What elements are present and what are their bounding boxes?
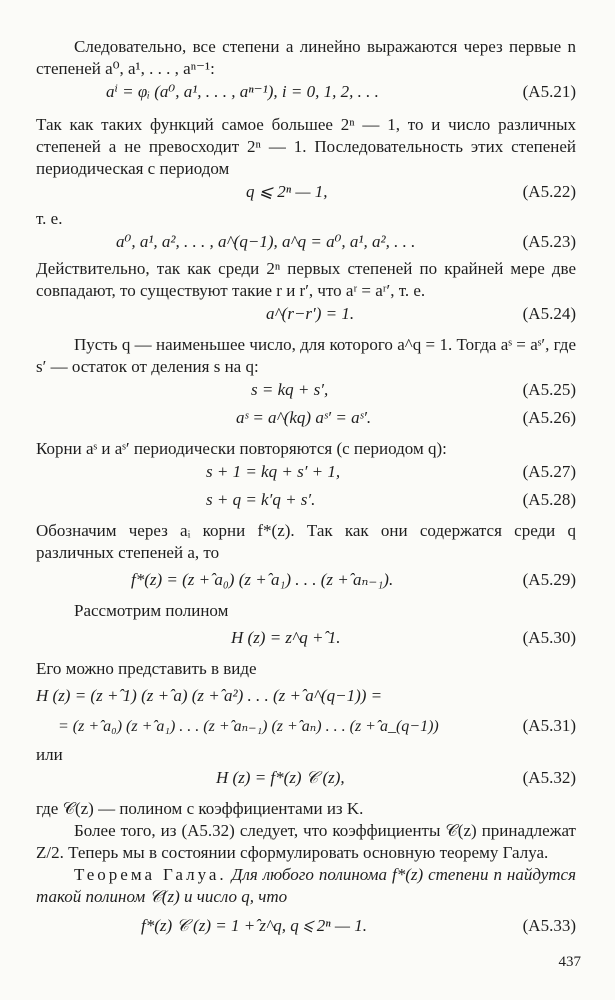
- theorem-text: Для любого полинома f*(z) степени n найдутся такой полином 𝒞(z) и число q, что: [36, 865, 576, 906]
- equation-number: (A5.32): [522, 768, 576, 787]
- equation-number: (A5.30): [522, 628, 576, 647]
- equation-a5-23: [36, 230, 576, 258]
- paragraph-6: Корни aˢ и aˢ′ периодически повторяются (с периодом q):: [36, 439, 447, 458]
- equation-number: (A5.27): [522, 462, 576, 481]
- equation-body: s + q = k′q + s′.: [206, 490, 316, 509]
- equation-number: (A5.21): [522, 82, 576, 101]
- equation-a5-33: [36, 908, 576, 940]
- equation-body: f*(z) = (z +̂ a₀) (z +̂ a₁) . . . (z +̂ aₙ₋₁).: [131, 570, 394, 589]
- equation-a5-29: [36, 564, 576, 596]
- paragraph-4: Действительно, так как среди 2ⁿ первых степеней по крайней мере две совпадают, то существуют такие r и r′, что aʳ = aʳ′, т. е.: [36, 259, 576, 300]
- equation-a5-27: [36, 460, 576, 488]
- equation-number: (A5.28): [522, 490, 576, 509]
- paragraph-7: Обозначим через aᵢ корни f*(z). Так как они содержатся среди q различных степеней a, то: [36, 521, 576, 562]
- equation-number: (A5.23): [522, 232, 576, 251]
- equation-a5-25: [36, 378, 576, 406]
- equation-a5-26: [36, 406, 576, 434]
- equation-a5-30: [36, 622, 576, 654]
- equation-body: s = kq + s′,: [251, 380, 329, 399]
- paragraph-10: или: [36, 745, 63, 764]
- paragraph-12: Более того, из (A5.32) следует, что коэффициенты 𝒞(z) принадлежат Z/2. Теперь мы в состоянии сформулировать основную теорему Галуа.: [36, 821, 576, 862]
- equation-a5-28: [36, 488, 576, 516]
- equation-body: H (z) = f*(z) 𝒞 (z),: [216, 768, 345, 787]
- paragraph-2: Так как таких функций самое большее 2ⁿ — 1, то и число различных степеней a не превосходит 2ⁿ — 1. Последовательность этих степеней периодическая с периодом: [36, 115, 576, 178]
- equation-body: aⁱ = φᵢ (a⁰, a¹, . . . , aⁿ⁻¹), i = 0, 1, 2, . . .: [106, 82, 379, 101]
- equation-a5-31-line1: [36, 680, 576, 712]
- equation-a5-31-line2: [36, 712, 576, 744]
- equation-body: aˢ = a^(kq) aˢ′ = aˢ′.: [236, 408, 372, 427]
- equation-body: q ⩽ 2ⁿ — 1,: [246, 182, 328, 201]
- theorem-paragraph: [36, 864, 576, 908]
- page-number: 437: [558, 954, 581, 970]
- equation-number: (A5.25): [522, 380, 576, 399]
- equation-a5-22: [36, 180, 576, 208]
- paragraph-3: т. е.: [36, 209, 63, 228]
- equation-number: (A5.22): [522, 182, 576, 201]
- equation-number: (A5.26): [522, 408, 576, 427]
- equation-number: (A5.24): [522, 304, 576, 323]
- equation-body: H (z) = (z +̂ 1) (z +̂ a) (z +̂ a²) . . . (z +̂ a^(q−1)) =: [36, 686, 383, 705]
- equation-body: a⁰, a¹, a², . . . , a^(q−1), a^q = a⁰, a¹, a², . . .: [116, 232, 416, 251]
- equation-a5-21: [36, 80, 576, 108]
- equation-number: (A5.29): [522, 570, 576, 589]
- equation-body: = (z +̂ a₀) (z +̂ a₁) . . . (z +̂ aₙ₋₁) (z +̂ aₙ) . . . (z +̂ a_(q−1)): [58, 718, 439, 735]
- equation-body: H (z) = z^q +̂ 1.: [231, 628, 341, 647]
- equation-a5-32: [36, 766, 576, 798]
- equation-body: f*(z) 𝒞 (z) = 1 +̂ z^q, q ⩽ 2ⁿ — 1.: [141, 916, 368, 935]
- equation-number: (A5.33): [522, 916, 576, 935]
- theorem-label: Теорема Галуа.: [74, 865, 227, 884]
- paragraph-11: где 𝒞(z) — полином с коэффициентами из K.: [36, 799, 364, 818]
- equation-body: a^(r−r′) = 1.: [266, 304, 355, 323]
- equation-a5-24: [36, 302, 576, 330]
- equation-number: (A5.31): [522, 716, 576, 735]
- paragraph-5: Пусть q — наименьшее число, для которого a^q = 1. Тогда aˢ = aˢ′, где s′ — остаток от деления s на q:: [36, 335, 576, 376]
- paragraph-1: Следовательно, все степени a линейно выражаются через первые n степеней a⁰, a¹, . . . , aⁿ⁻¹:: [36, 37, 576, 78]
- equation-body: s + 1 = kq + s′ + 1,: [206, 462, 341, 481]
- paragraph-8: Рассмотрим полином: [74, 601, 229, 620]
- page-content: [36, 36, 576, 940]
- paragraph-9: Его можно представить в виде: [36, 659, 257, 678]
